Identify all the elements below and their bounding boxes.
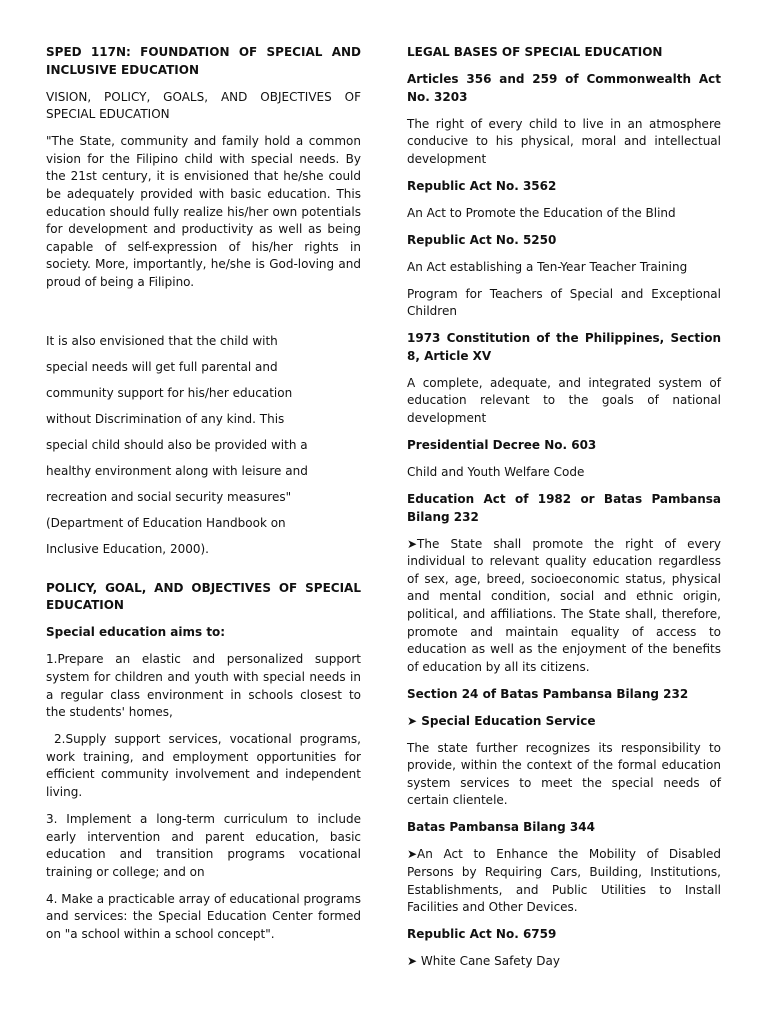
section-heading: VISION, POLICY, GOALS, AND OBJECTIVES OF SPECIAL EDUCATION bbox=[46, 89, 361, 122]
spacer bbox=[46, 301, 361, 328]
legal-bases-heading: LEGAL BASES OF SPECIAL EDUCATION bbox=[407, 45, 663, 59]
legal-basis-title: Republic Act No. 6759 bbox=[407, 927, 557, 942]
vision-line: Inclusive Education, 2000). bbox=[46, 541, 209, 556]
vision-line: It is also envisioned that the child with bbox=[46, 333, 278, 348]
vision-line: (Department of Education Handbook on bbox=[46, 515, 286, 530]
legal-basis-description: An Act to Promote the Education of the Blind bbox=[407, 205, 676, 220]
legal-basis-title: Republic Act No. 5250 bbox=[407, 232, 557, 247]
left-column bbox=[46, 44, 365, 953]
legal-basis-description: Program for Teachers of Special and Exceptional Children bbox=[407, 286, 721, 319]
legal-basis-description: The right of every child to live in an atmosphere conducive to his physical, moral and intellectual development bbox=[407, 116, 721, 166]
vision-line: special needs will get full parental and bbox=[46, 359, 278, 374]
legal-basis-description: Child and Youth Welfare Code bbox=[407, 464, 585, 479]
vision-quote: "The State, community and family hold a common vision for the Filipino child with special needs. By the 21st century, it is envisioned that he/she could be adequately provided with basic education. This education should fully realize his/her own potentials for development and productivity as well as being capable of self-expression of his/her rights in society. More, importantly, he/she is God-loving and proud of being a Filipino. bbox=[46, 134, 361, 289]
legal-basis-description: An Act establishing a Ten-Year Teacher Training bbox=[407, 259, 688, 274]
aim-item: 2.Supply support services, vocational programs, work training, and employment opportunities for efficient community involvement and independent living. bbox=[46, 732, 365, 799]
aim-item: 3. Implement a long-term curriculum to include early intervention and parent education, basic education and transition programs vocational training or college; and on bbox=[46, 811, 361, 879]
legal-basis-title: Republic Act No. 3562 bbox=[407, 178, 557, 193]
vision-lines bbox=[46, 328, 361, 562]
aims-heading: Special education aims to: bbox=[46, 625, 226, 640]
course-title: SPED 117N: FOUNDATION OF SPECIAL AND INCLUSIVE EDUCATION bbox=[46, 45, 361, 77]
right-column bbox=[407, 44, 721, 980]
legal-basis-title: 1973 Constitution of the Philippines, Section 8, Article XV bbox=[407, 331, 721, 363]
vision-line: special child should also be provided with a bbox=[46, 437, 308, 452]
vision-line: healthy environment along with leisure and bbox=[46, 463, 308, 478]
legal-basis-description: ➤An Act to Enhance the Mobility of Disabled Persons by Requiring Cars, Building, Institutions, Establishments, and Public Utilities to Install Facilities and Other Devices. bbox=[407, 847, 721, 915]
legal-basis-title: Articles 356 and 259 of Commonwealth Act No. 3203 bbox=[407, 71, 721, 104]
legal-basis-description: A complete, adequate, and integrated system of education relevant to the goals of national development bbox=[407, 375, 721, 426]
legal-basis-title: Section 24 of Batas Pambansa Bilang 232 bbox=[407, 686, 689, 701]
legal-basis-title: Education Act of 1982 or Batas Pambansa Bilang 232 bbox=[407, 491, 721, 524]
legal-basis-title: Presidential Decree No. 603 bbox=[407, 438, 597, 452]
legal-basis-title: ➤ Special Education Service bbox=[407, 713, 596, 728]
aim-item: 1.Prepare an elastic and personalized support system for children and youth with special needs in a regular class environment in schools closest to the students' homes, bbox=[46, 652, 361, 720]
aim-item: 4. Make a practicable array of educational programs and services: the Special Education Center formed on "a school within a school concept". bbox=[46, 891, 361, 941]
legal-basis-description: The state further recognizes its responsibility to provide, within the context of the formal education system services to meet the special needs of certain clientele. bbox=[407, 740, 721, 808]
legal-basis-description: ➤ White Cane Safety Day bbox=[407, 954, 561, 969]
spacer bbox=[46, 562, 361, 580]
vision-line: recreation and social security measures" bbox=[46, 489, 292, 504]
legal-basis-description: ➤The State shall promote the right of every individual to relevant quality education regardless of sex, age, breed, socioeconomic status, physical and mental condition, social and ethnic origin, political, and affiliations. The State shall, therefore, promote and maintain equality of access to education as well as the enjoyment of the benefits of education by all its citizens. bbox=[407, 536, 721, 674]
legal-bases-list bbox=[407, 71, 721, 971]
vision-line: community support for his/her education bbox=[46, 385, 293, 400]
legal-basis-title: Batas Pambansa Bilang 344 bbox=[407, 820, 595, 835]
vision-line: without Discrimination of any kind. This bbox=[46, 411, 285, 426]
policy-heading: POLICY, GOAL, AND OBJECTIVES OF SPECIAL EDUCATION bbox=[46, 580, 361, 613]
